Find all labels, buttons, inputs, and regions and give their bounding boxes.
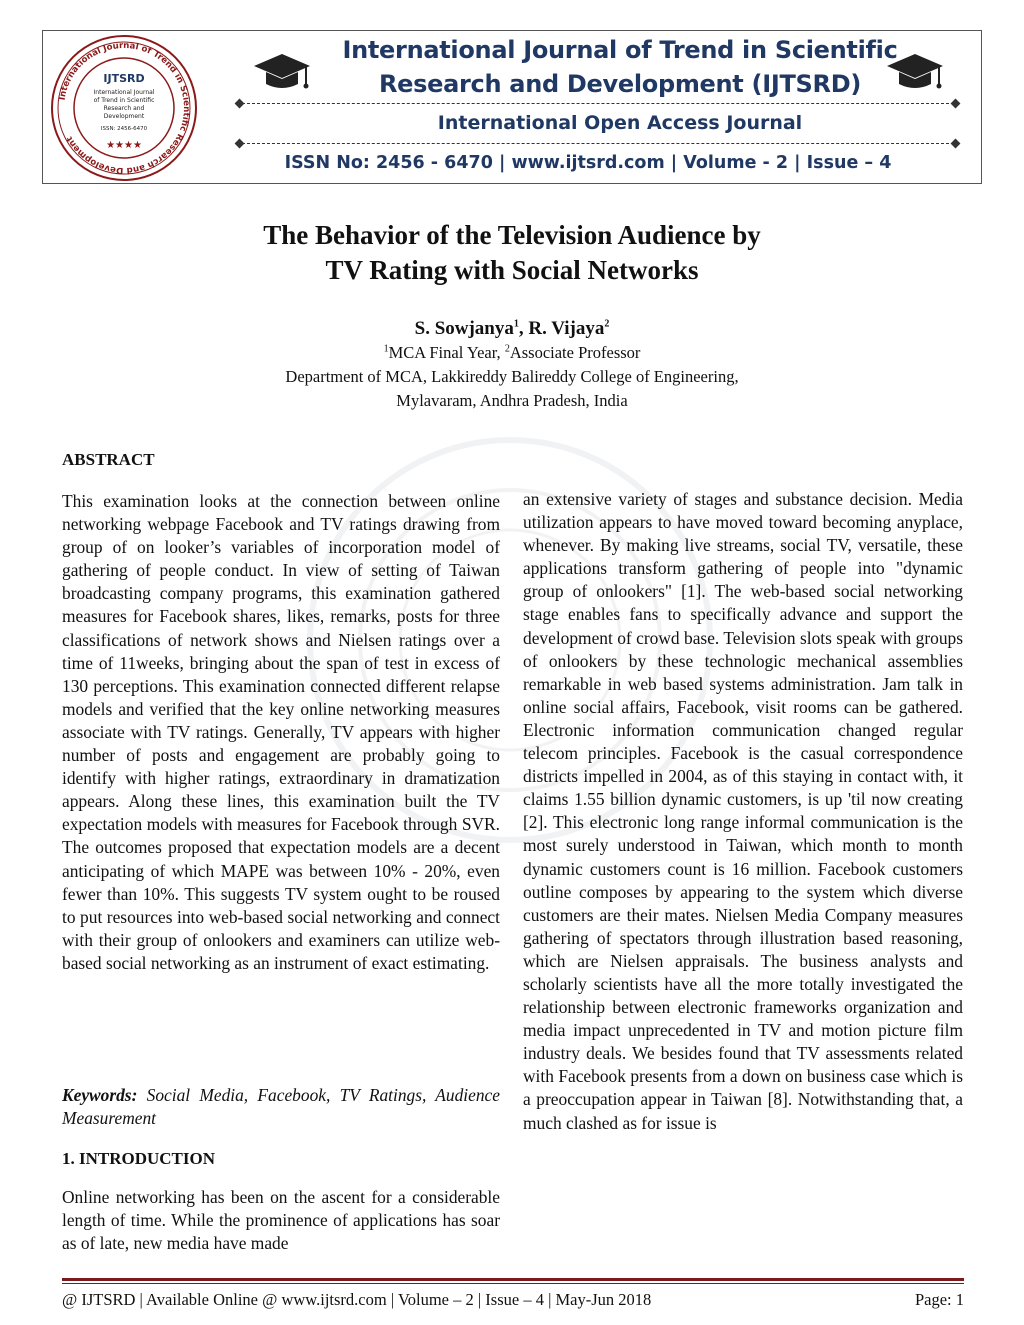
footer-rule [62,1278,964,1281]
introduction-right-text: an extensive variety of stages and substance decision. Media utilization appears to have moved toward becoming anyplace, whenever. By making live streams, social TV, versatile, these applications transform gathering of people into "dynamic group of onlookers" [1]. The web-based social networking stage enables fans to specifically advance and support the development of crowd base. Television slots speak with groups of onlookers by these technologic mechanical assemblies remarkable in web based systems administration. Jam talk in online social affairs, Facebook, visit rooms can be gathered. Electronic information communication changed regular telecom principles. Facebook is the casual correspondence districts impelled in 2004, as of this staying in contact with, it claims 1.55 billion dynamic customers, is up 'til now creating [2]. This electronic long range informal communication is the most surely understood in Taiwan, which month to month dynamic customers count is 16 million. Facebook customers outline composes by appearing to the system which diverse customers are their mates. Nielsen Media Company measures gathering of spectators through illustration based reasoning, which are Nielsen appraisals. The business analysts and scholarly scientists have all the more totally investigated the relationship between electronic frameworks organization and media impact unprecedented in TV and motion picture film industry deals. We besides found that TV assessments related with Facebook presents from a down on business case which is a preoccupation appear in Taiwan [8]. Notwithstanding that, a much clashed as for issue is [523,489,963,1133]
introduction-left-text: Online networking has been on the ascent for a considerable length of time. While the prominence of applications has soar as of late, new media have made [62,1187,500,1254]
author-name: , R. Vijaya [518,318,605,339]
svg-text:International Journal of Trend: International Journal of Trend in Scientific Research and Development [57,40,192,176]
journal-title-line1: International Journal of Trend in Scientific [342,36,898,64]
header-divider [242,143,954,144]
svg-text:Development: Development [103,113,145,120]
svg-text:★★★★: ★★★★ [106,140,142,151]
svg-text:Research and: Research and [103,105,145,112]
affil-superscript: 1 [383,343,389,355]
svg-text:of Trend in Scientific: of Trend in Scientific [93,97,155,104]
svg-text:International Journal: International Journal [93,89,155,96]
affil-role: Associate Professor [509,343,641,362]
author-superscript: 2 [604,318,610,330]
introduction-right-body [523,488,963,1135]
page-number: Page: 1 [914,1290,964,1309]
journal-seal-logo [50,34,198,182]
abstract-text: This examination looks at the connection between online networking webpage Facebook and TV ratings drawing from group of on looker’s variables of incorporation model of gathering of people conduct. In view of setting of Taiwan broadcasting company programs, this examination gathered measures for Facebook shares, likes, remarks, posts for three classifications of network shows and Nielsen ratings over a time of 11weeks, bringing about the span of test in excess of 130 perceptions. This examination connected different relapse models and verified that the key online networking measures associate with TV ratings. Generally, TV appears with higher number of posts and engagement are probably going to identify with higher ratings, extraordinary in dramatization appears. Along these lines, this examination built the TV expectation models with measures for Facebook through SVR. The outcomes proposed that expectation models are a decent anticipating of which MAPE was between 10% - 20%, even fewer than 10%. This suggests TV system ought to be roused to put resources into web-based social networking and connect with their group of onlookers and examiners can utilize web-based social networking as an instrument of exact estimating. [62,491,500,973]
header-divider [242,103,954,104]
affil-role: MCA Final Year, [388,343,505,362]
department: Department of MCA, Lakkireddy Balireddy College of Engineering, [285,367,739,386]
svg-text:IJTSRD: IJTSRD [103,72,145,85]
svg-text:ISSN: 2456-6470: ISSN: 2456-6470 [100,126,148,132]
footer-rule [62,1283,964,1284]
abstract-body [62,490,500,975]
author-name: S. Sowjanya [414,318,514,339]
keywords-text: Social Media, Facebook, TV Ratings, Audience Measurement [62,1085,500,1129]
abstract-heading: ABSTRACT [62,450,155,469]
keywords [62,1084,500,1130]
introduction-heading: 1. INTRODUCTION [62,1149,216,1168]
affiliation-roles [0,343,1024,363]
issn-line: ISSN No: 2456 - 6470 | www.ijtsrd.com | Volume - 2 | Issue – 4 [284,153,892,173]
introduction-left-body [62,1186,500,1255]
affil-superscript: 2 [504,343,510,355]
keywords-label: Keywords: [62,1085,138,1105]
footer-text: @ IJTSRD | Available Online @ www.ijtsrd.com | Volume – 2 | Issue – 4 | May-Jun 2018 [62,1290,652,1309]
paper-title-line2: TV Rating with Social Networks [325,255,699,285]
open-access-label: International Open Access Journal [437,112,803,134]
author-superscript: 1 [513,318,519,330]
address: Mylavaram, Andhra Pradesh, India [396,391,628,410]
authors [0,318,1024,340]
journal-title-line2: Research and Development (IJTSRD) [378,70,861,98]
paper-title-line1: The Behavior of the Television Audience by [263,220,761,250]
graduation-cap-icon [252,50,312,96]
